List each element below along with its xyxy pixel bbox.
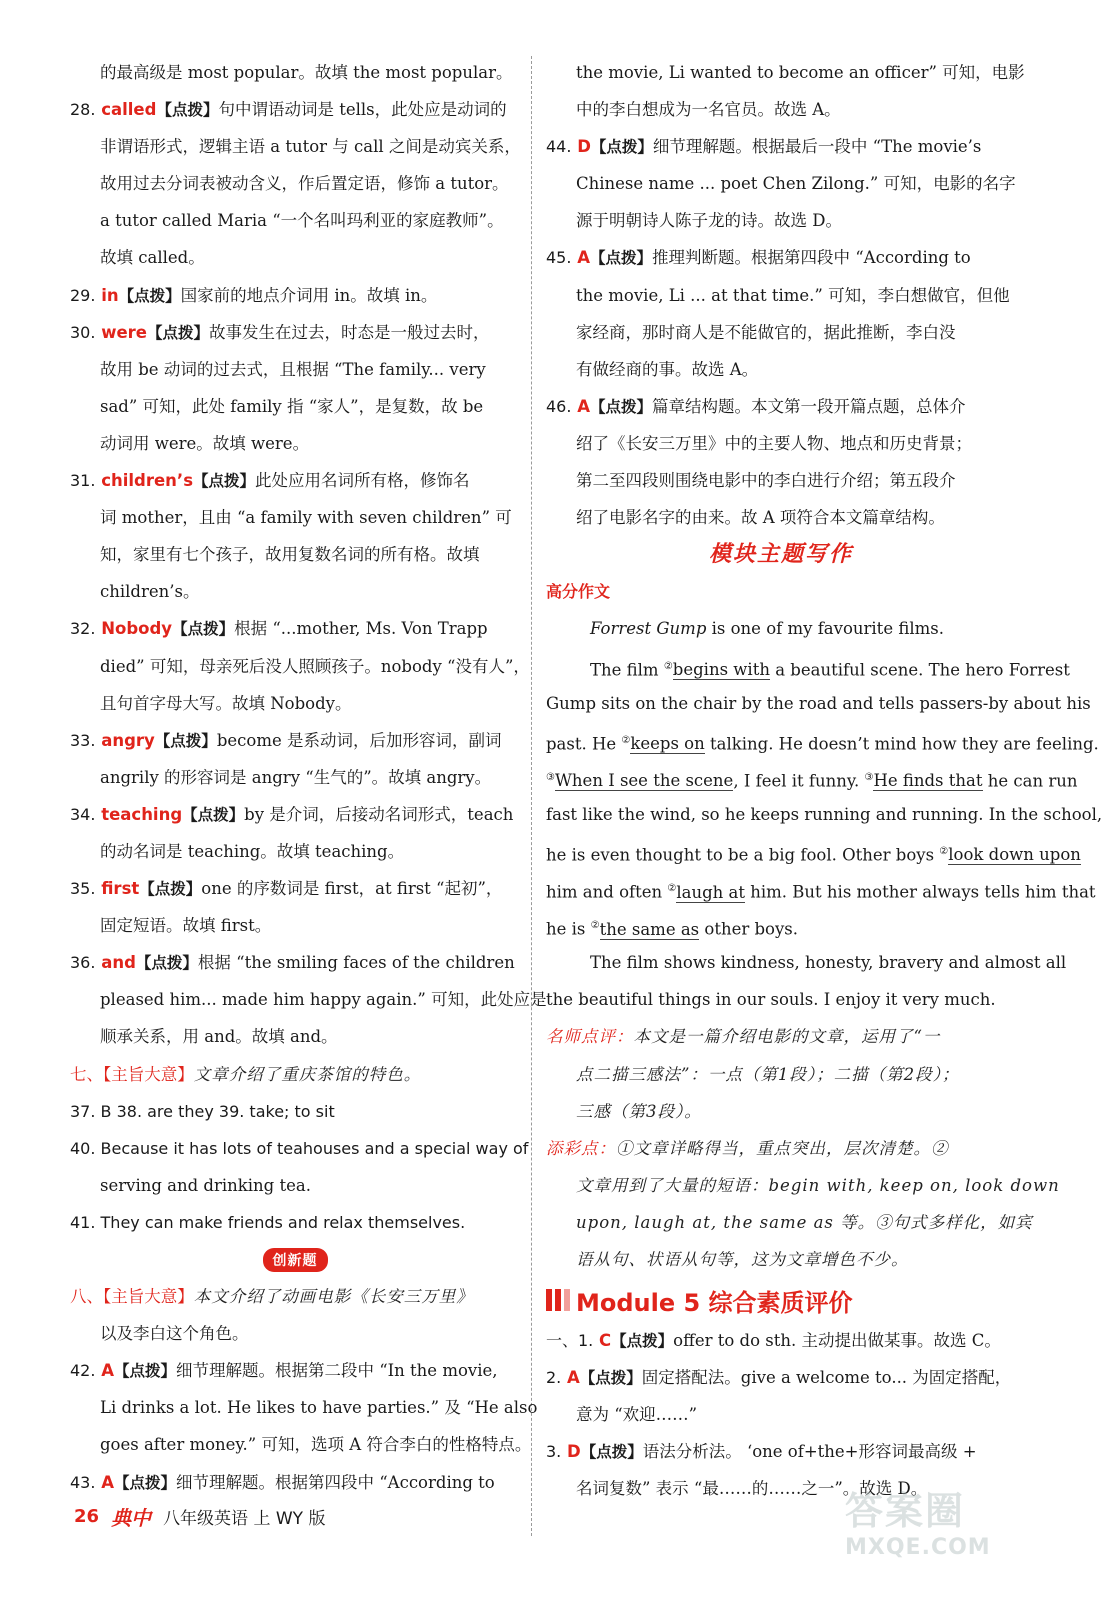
explanation-text: 篇章结构题。本文第一段开篇点题，总体介	[651, 396, 966, 416]
module-heading	[546, 1278, 1016, 1322]
page-footer	[74, 1500, 325, 1532]
answer-text: D	[561, 1442, 581, 1462]
continuation-line: 以及李白这个角色。	[100, 1324, 249, 1344]
question-number: 3.	[546, 1442, 562, 1462]
continuation-line: 故填 called。	[100, 248, 205, 268]
highlight-text: 文章用到了大量的短语：begin with, keep on, look down	[576, 1175, 1060, 1195]
essay-first-line	[546, 610, 1016, 647]
column-divider	[531, 56, 532, 1536]
essay-line	[546, 759, 1078, 796]
hint-tag: 【点拨】	[156, 101, 219, 120]
essay-line: the beautiful things in our souls. I enjoy it very much.	[546, 990, 996, 1010]
continuation-line: 故用 be 动词的过去式，且根据 “The family... very	[100, 359, 486, 379]
explanation-text: one 的序数词是 first，at first “起初”，	[201, 879, 503, 899]
answer-text: angry	[95, 730, 155, 750]
explanation-text: become 是系动词，后加形容词，副词	[216, 730, 502, 750]
highlight-line	[546, 1130, 1016, 1167]
badge-row	[70, 1241, 520, 1278]
essay-line	[546, 907, 1016, 944]
essay-text: fast like the wind, so he keeps running and running. In the school,	[546, 804, 1102, 824]
explanation-text: 国家前的地点介词用 in。故填 in。	[180, 285, 438, 305]
module-title: Module 5 综合素质评价	[576, 1288, 853, 1317]
section-title: 模块主题写作	[708, 542, 853, 568]
highlight-line	[546, 1167, 1060, 1204]
comment-text: 点二描三感法”：一点（第1段）；二描（第2段）；	[576, 1064, 960, 1084]
essay-line	[546, 796, 1102, 833]
essay-text: a beautiful scene. The hero Forrest	[769, 660, 1070, 679]
answer-line	[70, 610, 520, 647]
section-label: 七、【主旨大意】	[70, 1064, 194, 1084]
answer-line	[70, 1464, 520, 1501]
continuation-line: goes after money.” 可知，选项 A 符合李白的性格特点。	[100, 1435, 532, 1455]
answer-text: Nobody	[95, 619, 173, 639]
answer-line	[70, 944, 520, 981]
answer-line	[70, 314, 520, 351]
answer-text: A	[95, 1472, 114, 1492]
answer-line	[70, 1352, 520, 1389]
answer-line	[546, 1433, 1016, 1470]
hint-tag: 【点拨】	[193, 472, 256, 491]
explanation-text: offer to do sth. 主动提出做某事。故选 C。	[673, 1331, 1001, 1351]
continuation-line: Li drinks a lot. He likes to have parties.” 及 “He also	[100, 1398, 538, 1418]
comment-text: 本文是一篇介绍电影的文章，运用了“一	[633, 1027, 941, 1047]
hint-tag: 【点拨】	[589, 249, 652, 268]
essay-text: The film	[590, 660, 664, 679]
continuation-line: children’s。	[100, 582, 200, 602]
hint-tag: 【点拨】	[135, 954, 198, 973]
essay-text: he is	[546, 919, 591, 939]
continuation-line: pleased him... made him happy again.” 可知，此处应是	[100, 990, 547, 1010]
question-number: 一、1.	[546, 1331, 594, 1351]
continuation-line: 名词复数” 表示 “最……的……之一”。故选 D。	[576, 1479, 928, 1499]
continuation-line: 第二至四段则围绕电影中的李白进行介绍；第五段介	[576, 471, 956, 491]
answer-line: 37. B 38. are they 39. take; to sit	[70, 1101, 335, 1121]
essay-title-rest: is one of my favourite films.	[706, 619, 944, 639]
answer-line	[546, 128, 1016, 165]
essay-line	[546, 833, 1081, 870]
essay-line	[546, 685, 1091, 722]
explanation-text: 句中谓语动词是 tells，此处应是动词的	[218, 100, 507, 120]
answer-text: were	[95, 322, 147, 342]
section-heading	[70, 1278, 520, 1315]
continuation-line: a tutor called Maria “一个名叫玛利亚的家庭教师”。	[100, 211, 504, 231]
explanation-text: 细节理解题。根据第二段中 “In the movie,	[175, 1361, 498, 1381]
comment-line	[546, 1056, 1016, 1093]
answer-line	[70, 722, 520, 759]
continuation-line: 绍了电影名字的由来。故 A 项符合本文篇章结构。	[576, 508, 945, 528]
continuation-line: 知，家里有七个孩子，故用复数名词的所有格。故填	[100, 545, 480, 565]
watermark	[845, 1480, 1025, 1580]
explanation-text: 根据 “the smiling faces of the children	[197, 953, 515, 973]
essay-text: talking. He doesn’t mind how they are feeling.	[704, 734, 1099, 754]
hint-tag: 【点拨】	[113, 1473, 176, 1492]
explanation-text: 根据 “...mother, Ms. Von Trapp	[234, 619, 488, 639]
highlight-text: upon, laugh at, the same as 等。③句式多样化，如宾	[576, 1212, 1033, 1232]
continuation-line: 固定短语。故填 first。	[100, 916, 272, 936]
answer-text: in	[95, 285, 119, 305]
answer-text: children’s	[95, 471, 194, 491]
highlight-line	[546, 1204, 1033, 1241]
question-number: 30.	[70, 322, 96, 342]
hint-tag: 【点拨】	[172, 620, 235, 639]
comment-text: 三感（第3段）。	[576, 1101, 702, 1121]
answer-line	[70, 462, 520, 499]
answer-line	[70, 277, 520, 314]
hint-tag: 【点拨】	[113, 1362, 176, 1381]
answer-line: 40. Because it has lots of teahouses and a special way of	[70, 1138, 529, 1158]
bars-icon	[546, 1289, 570, 1311]
hint-tag: 【点拨】	[590, 138, 653, 157]
answer-text: teaching	[95, 804, 183, 824]
underlined-phrase: He finds that	[873, 771, 983, 791]
essay-paragraph-2	[546, 944, 1067, 1018]
question-number: 35.	[70, 879, 96, 899]
essay-text: other boys.	[699, 919, 799, 939]
highlight-line	[546, 1241, 1016, 1278]
section-heading	[70, 1056, 520, 1093]
highlight-text: 语从句、状语从句等，这为文章增色不少。	[576, 1250, 909, 1269]
question-number: 29.	[70, 285, 96, 305]
highlight-text: ①文章详略得当，重点突出，层次清楚。②	[616, 1138, 949, 1158]
underlined-phrase: laugh at	[676, 882, 745, 902]
continuation-line: died” 可知，母亲死后没人照顾孩子。nobody “没有人”，	[100, 656, 530, 676]
mark-number: ③	[546, 771, 555, 783]
question-number: 43.	[70, 1472, 96, 1492]
continuation-line: 源于明朝诗人陈子龙的诗。故选 D。	[576, 211, 842, 231]
answer-text: C	[593, 1331, 612, 1351]
section-summary: 本文介绍了动画电影《长安三万里》	[193, 1287, 474, 1307]
underlined-phrase: keeps on	[630, 734, 705, 754]
underlined-phrase: When I see the scene	[554, 771, 734, 791]
mark-number: ②	[590, 920, 600, 932]
continuation-line: 且句首字母大写。故填 Nobody。	[100, 693, 352, 713]
highlight-label: 添彩点：	[546, 1138, 616, 1158]
brand-logo: 典中	[111, 1505, 152, 1530]
continuation-line: 动词用 were。故填 were。	[100, 433, 310, 453]
continuation-line: 的动名词是 teaching。故填 teaching。	[100, 841, 405, 861]
essay-text: Gump sits on the chair by the road and tells passers-by about his	[546, 693, 1091, 713]
underlined-phrase: begins with	[672, 660, 770, 679]
essay-text: he can run	[982, 771, 1078, 791]
question-number: 33.	[70, 730, 96, 750]
essay-line	[546, 870, 1096, 907]
essay-text: he is even thought to be a big fool. Other boys	[546, 845, 940, 865]
question-number: 46.	[546, 396, 572, 416]
answer-text: A	[95, 1361, 114, 1381]
section-summary: 文章介绍了重庆茶馆的特色。	[193, 1064, 422, 1084]
question-number: 34.	[70, 804, 96, 824]
question-number: 36.	[70, 953, 96, 973]
answer-line	[546, 239, 1016, 276]
watermark-bottom: MXQE.COM	[845, 1535, 991, 1560]
explanation-text: 细节理解题。根据第四段中 “According to	[175, 1472, 495, 1492]
continuation-line: 中的李白想成为一名官员。故选 A。	[576, 100, 841, 120]
mark-number: ②	[667, 883, 677, 895]
answer-text: D	[571, 137, 591, 157]
hint-tag: 【点拨】	[118, 286, 181, 305]
essay-title: Forrest Gump	[590, 619, 707, 639]
explanation-text: 此处应用名词所有格，修饰名	[255, 471, 470, 491]
question-number: 45.	[546, 248, 572, 268]
question-number: 42.	[70, 1361, 96, 1381]
hint-tag: 【点拨】	[611, 1332, 674, 1351]
answer-text: and	[95, 953, 136, 973]
mark-number: ②	[621, 734, 631, 746]
answer-line	[70, 870, 520, 907]
book-title: 八年级英语 上 WY 版	[163, 1508, 326, 1529]
hint-tag: 【点拨】	[139, 880, 202, 899]
mark-number: ③	[864, 771, 874, 783]
left-column	[70, 54, 547, 1501]
explanation-text: 语法分析法。 ‘one of+the+形容词最高级 +	[642, 1442, 977, 1462]
answer-text: A	[571, 396, 590, 416]
continuation-line: serving and drinking tea.	[100, 1175, 311, 1195]
underlined-phrase: look down upon	[948, 845, 1081, 865]
continuation-line: sad” 可知，此处 family 指 “家人”，是复数，故 be	[100, 396, 484, 416]
essay-paragraph-1	[546, 648, 1102, 945]
comment-line	[546, 1018, 1016, 1055]
explanation-text: 推理判断题。根据第四段中 “According to	[651, 248, 971, 268]
continuation-line: 故用过去分词表被动含义，作后置定语，修饰 a tutor。	[100, 174, 509, 194]
hint-tag: 【点拨】	[589, 397, 652, 416]
continuation-line: 的最高级是 most popular。故填 the most popular。	[100, 63, 513, 82]
hint-tag: 【点拨】	[146, 323, 209, 342]
continuation-line: the movie, Li wanted to become an officer” 可知，电影	[576, 63, 1025, 82]
essay-text: him and often	[546, 882, 668, 902]
continuation-line: 顺承关系，用 and。故填 and。	[100, 1027, 338, 1047]
essay-line	[546, 648, 1070, 685]
essay-text: past. He	[546, 734, 622, 754]
comment-line	[546, 1093, 1016, 1130]
mark-number: ②	[939, 845, 949, 857]
answer-text: A	[561, 1368, 580, 1388]
right-column	[546, 54, 1102, 1508]
answer-line	[546, 388, 1016, 425]
question-number: 28.	[70, 100, 96, 120]
explanation-text: 细节理解题。根据最后一段中 “The movie’s	[652, 137, 982, 157]
answer-line	[70, 91, 520, 128]
hint-tag: 【点拨】	[154, 731, 217, 750]
watermark-top: 答案圈	[845, 1489, 966, 1533]
sub-title: 高分作文	[546, 582, 611, 602]
continuation-line: 有做经商的事。故选 A。	[576, 359, 759, 379]
continuation-line: 家经商，那时商人是不能做官的，据此推断，李白没	[576, 322, 956, 342]
question-number: 32.	[70, 619, 96, 639]
section-label: 八、【主旨大意】	[70, 1287, 194, 1307]
continuation-line: 绍了《长安三万里》中的主要人物、地点和历史背景；	[576, 433, 972, 453]
continuation-line: 词 mother，且由 “a family with seven children” 可	[100, 508, 512, 528]
hint-tag: 【点拨】	[182, 805, 245, 824]
right-answers	[546, 54, 1025, 536]
continuation-line: the movie, Li ... at that time.” 可知，李白想做官，但他	[576, 285, 1010, 305]
answer-line: 41. They can make friends and relax themselves.	[70, 1212, 466, 1232]
explanation-text: by 是介词，后接动名词形式，teach	[244, 804, 514, 824]
answer-line	[70, 796, 520, 833]
continuation-line: angrily 的形容词是 angry “生气的”。故填 angry。	[100, 767, 492, 787]
answer-text: A	[571, 248, 590, 268]
highlight-points	[546, 1130, 1060, 1278]
comment-label: 名师点评：	[546, 1027, 634, 1047]
answer-line	[546, 1359, 1016, 1396]
essay-text: him. But his mother always tells him that	[745, 882, 1096, 902]
hint-tag: 【点拨】	[579, 1369, 642, 1388]
teacher-comment	[546, 1018, 1016, 1129]
innovation-badge: 创新题	[263, 1248, 328, 1272]
essay-text: , I feel it funny.	[733, 771, 865, 791]
hint-tag: 【点拨】	[580, 1443, 643, 1462]
explanation-text: 故事发生在过去，时态是一般过去时，	[208, 322, 490, 342]
continuation-line: 非谓语形式，逻辑主语 a tutor 与 call 之间是动宾关系，	[100, 137, 521, 157]
essay-line	[546, 722, 1099, 759]
page-number: 26	[74, 1505, 100, 1527]
continuation-line: Chinese name ... poet Chen Zilong.” 可知，电影的名字	[576, 174, 1016, 194]
mark-number: ②	[663, 660, 673, 672]
answer-line	[546, 1322, 1016, 1359]
question-number: 31.	[70, 471, 96, 491]
question-number: 2.	[546, 1368, 562, 1388]
essay-line: The film shows kindness, honesty, bravery and almost all	[590, 953, 1067, 973]
explanation-text: 固定搭配法。give a welcome to... 为固定搭配，	[641, 1368, 1012, 1388]
question-number: 44.	[546, 137, 572, 157]
underlined-phrase: the same as	[599, 919, 700, 939]
answer-text: first	[95, 879, 140, 899]
answer-text: called	[95, 100, 157, 120]
continuation-line: 意为 “欢迎……”	[576, 1405, 698, 1425]
